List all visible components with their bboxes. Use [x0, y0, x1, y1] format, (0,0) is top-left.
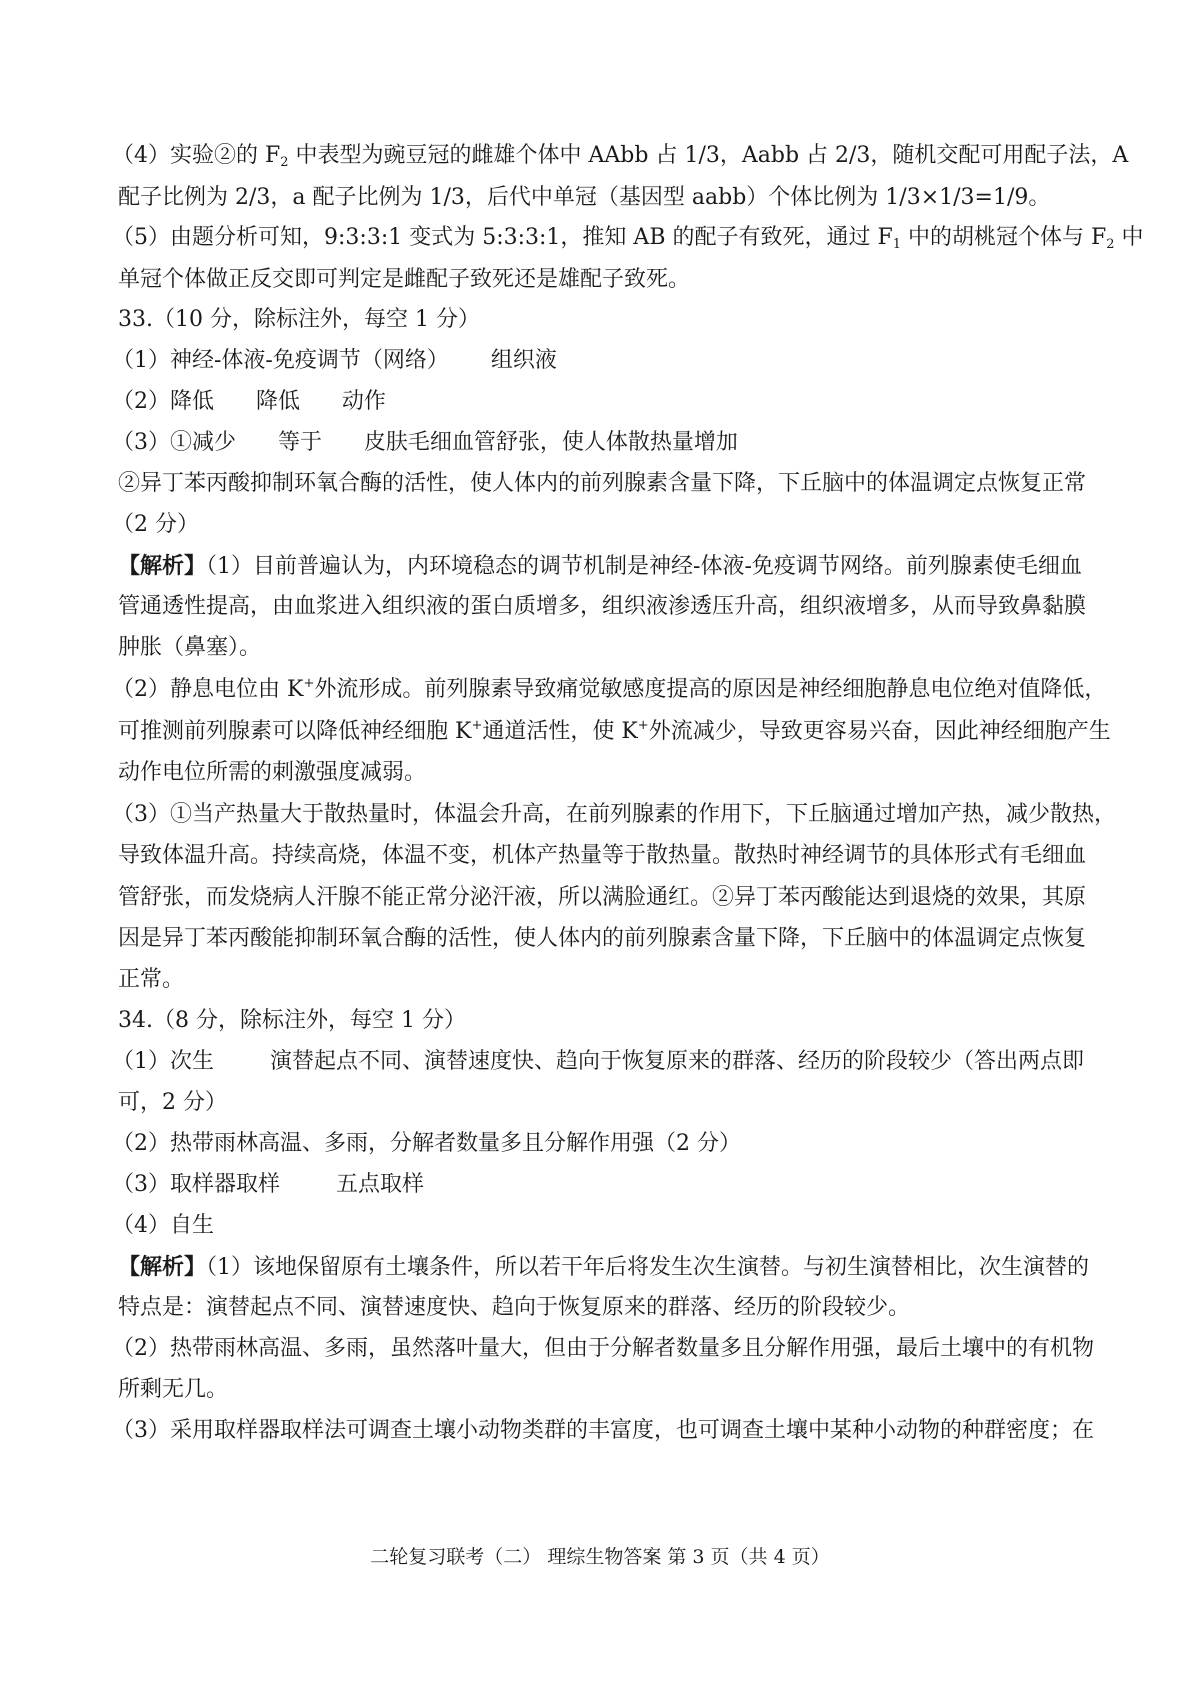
text-line-4-1: （4）实验②的 $F_2$ 中表型为豌豆冠的雌雄个体中 AAbb 占 1/3，Aabb 占 2/3，随机交配可用配子法，A — [112, 143, 1129, 170]
answer-33-3-2-score: （2 分） — [112, 512, 199, 537]
answer-33-3-2: ②异丁苯丙酸抑制环氧合酶的活性，使人体内的前列腺素含量下降，下丘脑中的体温调定点恢复正常 — [118, 471, 1087, 496]
analysis-34-5: （3）采用取样器取样法可调查土壤小动物类群的丰富度，也可调查土壤中某种小动物的种群密度；在 — [112, 1418, 1095, 1443]
analysis-34-1: 【解析】（1）该地保留原有土壤条件，所以若干年后将发生次生演替。与初生演替相比，次生演替的 — [118, 1254, 1090, 1280]
answer-34-3: （3）取样器取样 五点取样 — [112, 1172, 424, 1197]
answer-33-1: （1）神经-体液-免疫调节（网络） 组织液 — [112, 348, 557, 373]
question-34-heading: 34.（8 分，除标注外，每空 1 分） — [118, 1008, 466, 1033]
analysis-tag: 【解析】 — [118, 553, 207, 579]
page-footer: 二轮复习联考（二） 理综生物答案 第 3 页（共 4 页） — [370, 1546, 830, 1568]
analysis-33-6: 动作电位所需的刺激强度减弱。 — [118, 760, 427, 785]
answer-34-1-cont: 可，2 分） — [118, 1090, 227, 1115]
analysis-34-3: （2）热带雨林高温、多雨，虽然落叶量大，但由于分解者数量多且分解作用强，最后土壤中的有机物 — [112, 1336, 1095, 1361]
analysis-33-11: 正常。 — [118, 967, 185, 992]
analysis-34-4: 所剩无几。 — [118, 1377, 229, 1402]
answer-34-2: （2）热带雨林高温、多雨，分解者数量多且分解作用强（2 分） — [112, 1131, 741, 1156]
analysis-33-5: 可推测前列腺素可以降低神经细胞 K+通道活性，使 K+外流减少，导致更容易兴奋，因此神经细胞产生 — [118, 718, 1111, 744]
analysis-33-8: 导致体温升高。持续高烧，体温不变，机体产热量等于散热量。散热时神经调节的具体形式有毛细血 — [118, 843, 1087, 868]
analysis-34-2: 特点是：演替起点不同、演替速度快、趋向于恢复原来的群落、经历的阶段较少。 — [118, 1295, 911, 1320]
answer-34-4: （4）自生 — [112, 1213, 214, 1238]
answer-33-3: （3）①减少 等于 皮肤毛细血管舒张，使人体散热量增加 — [112, 430, 738, 455]
text-line-5-1: （5）由题分析可知，9:3:3:1 变式为 5:3:3:1，推知 AB 的配子有致死，通过 $F_1$ 中的胡桃冠个体与 $F_2$ 中 — [112, 225, 1144, 252]
analysis-tag: 【解析】 — [118, 1254, 207, 1280]
question-33-heading: 33.（10 分，除标注外，每空 1 分） — [118, 307, 480, 332]
analysis-33-1: 【解析】（1）目前普遍认为，内环境稳态的调节机制是神经-体液-免疫调节网络。前列腺素使毛细血 — [118, 553, 1082, 579]
analysis-33-10: 因是异丁苯丙酸能抑制环氧合酶的活性，使人体内的前列腺素含量下降，下丘脑中的体温调定点恢复 — [118, 926, 1087, 951]
answer-33-2: （2）降低 降低 动作 — [112, 389, 386, 414]
text-line-5-2: 单冠个体做正反交即可判定是雌配子致死还是雄配子致死。 — [118, 267, 691, 292]
analysis-33-2: 管通透性提高，由血浆进入组织液的蛋白质增多，组织液渗透压升高，组织液增多，从而导致鼻黏膜 — [118, 594, 1087, 619]
answer-34-1: （1）次生 演替起点不同、演替速度快、趋向于恢复原来的群落、经历的阶段较少（答出两点即 — [112, 1049, 1084, 1074]
analysis-33-9: 管舒张，而发烧病人汗腺不能正常分泌汗液，所以满脸通红。②异丁苯丙酸能达到退烧的效果，其原 — [118, 885, 1087, 910]
analysis-33-3: 肿胀（鼻塞）。 — [118, 635, 262, 660]
text-line-4-2: 配子比例为 2/3，a 配子比例为 1/3，后代中单冠（基因型 aabb）个体比例为 1/3×1/3=1/9。 — [118, 185, 1051, 210]
analysis-33-7: （3）①当产热量大于散热量时，体温会升高，在前列腺素的作用下，下丘脑通过增加产热，减少散热， — [112, 802, 1117, 827]
analysis-33-4: （2）静息电位由 K+外流形成。前列腺素导致痛觉敏感度提高的原因是神经细胞静息电位绝对值降低， — [112, 676, 1107, 702]
